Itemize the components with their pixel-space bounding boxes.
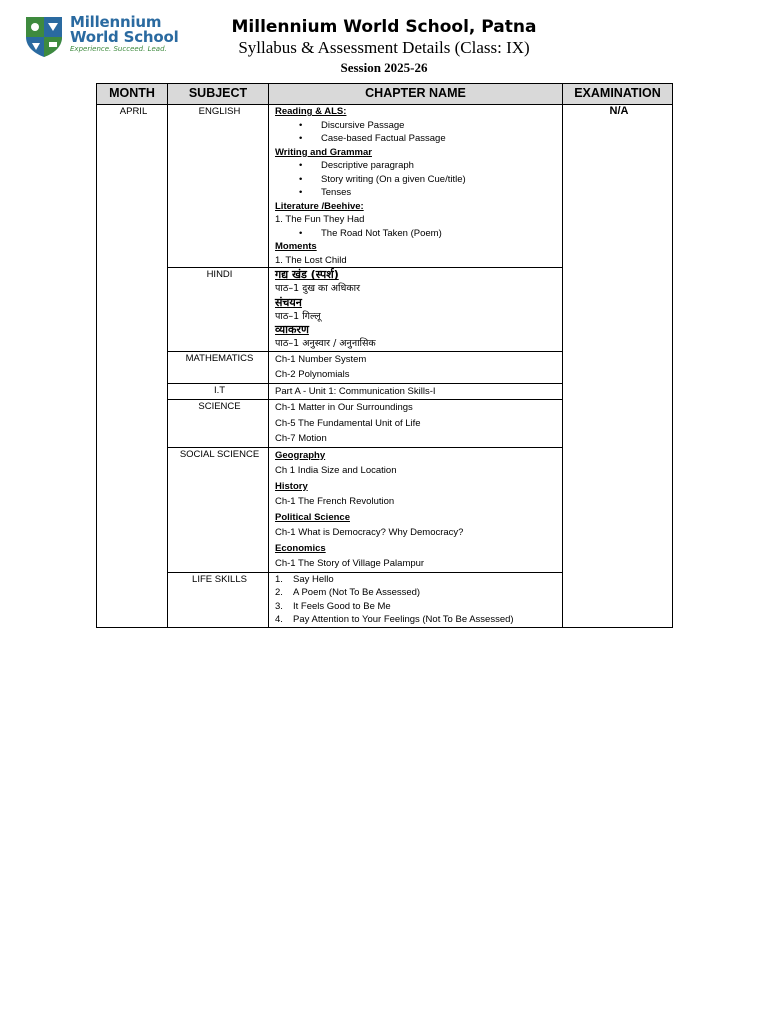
- chapters-life-skills: [269, 572, 563, 627]
- list-item: • The Road Not Taken (Poem): [275, 227, 559, 241]
- examination-cell: N/A: [563, 105, 673, 628]
- list-item: 2. A Poem (Not To Be Assessed): [275, 587, 421, 598]
- list-item: • Descriptive paragraph: [275, 159, 559, 173]
- subject-hindi: HINDI: [168, 268, 269, 352]
- subject-it: I.T: [168, 383, 269, 400]
- list-item: 3. It Feels Good to Be Me: [275, 600, 391, 612]
- list-item: पाठ–1 अनुस्वार / अनुनासिक: [275, 338, 376, 349]
- document-header: [180, 16, 588, 77]
- section-heading: Literature /Beehive:: [275, 200, 364, 212]
- list-item: • Discursive Passage: [275, 119, 559, 133]
- logo-name-line2: World School: [70, 28, 179, 46]
- list-item: Ch-1 Matter in Our Surroundings: [275, 402, 413, 413]
- subject-social-science: SOCIAL SCIENCE: [168, 447, 269, 572]
- table-row-english: [97, 105, 673, 268]
- list-item: • Case-based Factual Passage: [275, 132, 559, 146]
- section-heading: संचयन: [275, 295, 302, 309]
- chapters-english: [269, 105, 563, 268]
- chapters-social-science: [269, 447, 563, 572]
- section-heading: Moments: [275, 241, 317, 252]
- list-item: पाठ–1 दुख का अधिकार: [275, 283, 361, 294]
- column-header-subject: SUBJECT: [168, 84, 269, 105]
- list-item: Ch-1 Number System: [275, 353, 367, 365]
- chapters-science: [269, 400, 563, 448]
- list-item: Ch-2 Polynomials: [275, 369, 350, 380]
- list-item: Part A - Unit 1: Communication Skills-I: [275, 385, 436, 397]
- logo-tagline: Experience. Succeed. Lead.: [70, 45, 167, 53]
- section-heading: Reading & ALS:: [275, 106, 347, 117]
- shield-emblem-icon: [24, 15, 64, 57]
- subject-life-skills: LIFE SKILLS: [168, 572, 269, 627]
- section-heading: व्याकरण: [275, 323, 309, 336]
- subject-science: SCIENCE: [168, 400, 269, 448]
- list-item: पाठ–1 गिल्लू: [275, 310, 321, 322]
- logo-name-line1: Millennium: [70, 13, 162, 31]
- list-item: Ch 1 India Size and Location: [275, 465, 397, 476]
- list-item: • Story writing (On a given Cue/title): [275, 173, 559, 187]
- syllabus-table: [96, 83, 673, 628]
- subject-english: ENGLISH: [168, 105, 269, 268]
- column-header-chapter-name: CHAPTER NAME: [269, 84, 563, 105]
- chapters-mathematics: [269, 351, 563, 383]
- table-header-row: [97, 84, 673, 105]
- section-heading: Political Science: [275, 511, 350, 523]
- section-heading: गद्य खंड (स्पर्श): [275, 268, 339, 281]
- school-logo: [24, 13, 179, 59]
- list-item: 1. The Lost Child: [275, 254, 347, 266]
- list-item: 1. Say Hello: [275, 573, 334, 585]
- list-item: 4. Pay Attention to Your Feelings (Not To Be Assessed): [275, 614, 514, 625]
- list-item: Ch-1 What is Democracy? Why Democracy?: [275, 527, 464, 538]
- column-header-month: MONTH: [97, 84, 168, 105]
- section-heading: Geography: [275, 449, 326, 461]
- section-heading: History: [275, 480, 308, 492]
- list-item: Ch-1 The French Revolution: [275, 496, 395, 507]
- document-title: Syllabus & Assessment Details (Class: IX): [238, 38, 530, 57]
- section-heading: Economics: [275, 542, 326, 554]
- section-heading: Writing and Grammar: [275, 146, 372, 158]
- list-item: Ch-1 The Story of Village Palampur: [275, 558, 425, 569]
- list-item: Ch-5 The Fundamental Unit of Life: [275, 417, 421, 429]
- list-item: • Tenses: [275, 186, 559, 200]
- column-header-examination: EXAMINATION: [563, 84, 673, 105]
- month-cell: APRIL: [97, 105, 168, 628]
- chapters-it: [269, 383, 563, 400]
- list-item: Ch-7 Motion: [275, 433, 327, 444]
- school-name: Millennium World School, Patna: [231, 17, 537, 37]
- chapters-hindi: [269, 268, 563, 352]
- list-item: 1. The Fun They Had: [275, 214, 365, 225]
- subject-mathematics: MATHEMATICS: [168, 351, 269, 383]
- session-label: Session 2025-26: [340, 60, 428, 75]
